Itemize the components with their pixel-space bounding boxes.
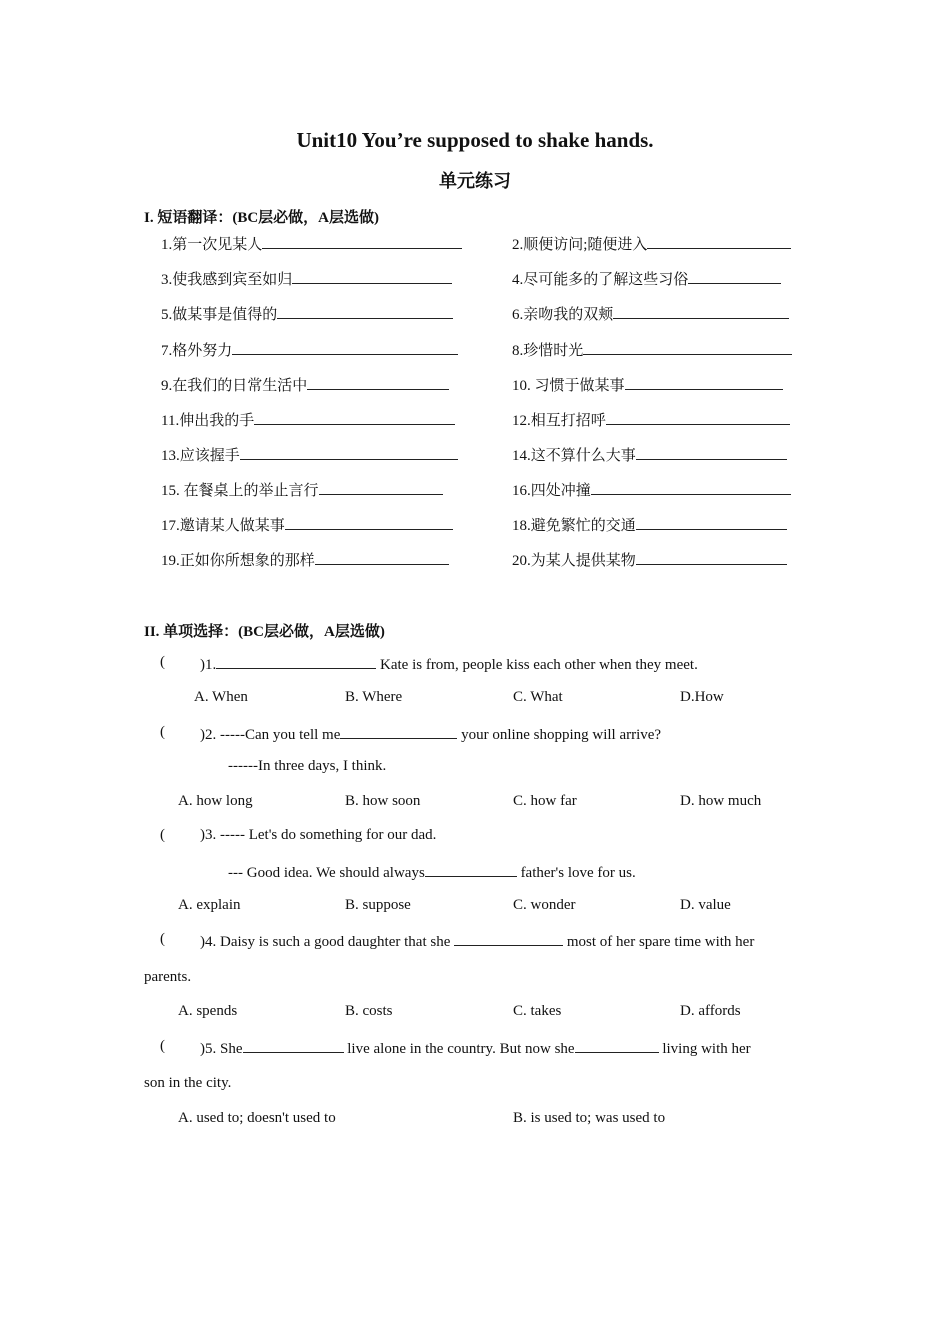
question-text: )2. -----Can you tell me your online shopping will arrive? [200, 724, 661, 744]
phrase-item: 11.伸出我的手 [161, 409, 455, 430]
question-text: )1. Kate is from, people kiss each other when they meet. [200, 654, 698, 674]
phrase-item: 2.顺便访问;随便进入 [512, 233, 791, 254]
answer-line [285, 514, 453, 530]
phrase-item: 6.亲吻我的双颊 [512, 303, 789, 324]
phrase-row [0, 303, 950, 327]
option-d: D.How [680, 689, 724, 705]
phrase-item: 5.做某事是值得的 [161, 303, 453, 324]
phrase-item: 16.四处冲撞 [512, 479, 791, 500]
phrase-item: 19.正如你所想象的那样 [161, 549, 449, 570]
question-continuation: parents. [144, 969, 192, 985]
option-b: B. costs [345, 1003, 393, 1019]
phrase-row [0, 339, 950, 363]
phrase-item: 8.珍惜时光 [512, 339, 792, 360]
phrase-item: 4.尽可能多的了解这些习俗 [512, 268, 781, 289]
answer-line [277, 303, 453, 319]
phrase-item: 14.这不算什么大事 [512, 444, 787, 465]
answer-line [292, 268, 452, 284]
answer-paren: ( [160, 1038, 165, 1054]
answer-paren: ( [160, 931, 165, 947]
answer-line [636, 549, 787, 565]
answer-line [636, 514, 787, 530]
answer-line [262, 233, 462, 249]
blank-line [340, 724, 457, 739]
option-c: C. wonder [513, 897, 576, 913]
option-d: D. value [680, 897, 731, 913]
option-c: C. What [513, 689, 563, 705]
phrase-row [0, 514, 950, 538]
page-subtitle: 单元练习 [439, 171, 511, 191]
phrase-item: 12.相互打招呼 [512, 409, 790, 430]
answer-line [319, 479, 443, 495]
option-d: D. affords [680, 1003, 741, 1019]
phrase-item: 13.应该握手 [161, 444, 458, 465]
reply-text: ------In three days, I think. [228, 758, 387, 774]
phrase-item: 10. 习惯于做某事 [512, 374, 783, 395]
phrase-item: 9.在我们的日常生活中 [161, 374, 449, 395]
question-continuation: son in the city. [144, 1075, 232, 1091]
reply-text: --- Good idea. We should always father's love for us. [228, 862, 636, 882]
phrase-item: 20.为某人提供某物 [512, 549, 787, 570]
answer-line [636, 444, 787, 460]
answer-line [613, 303, 789, 319]
option-c: C. how far [513, 793, 577, 809]
question-text: )3. ----- Let's do something for our dad. [200, 827, 437, 843]
option-a: A. how long [178, 793, 253, 809]
phrase-row [0, 409, 950, 433]
question-text: )4. Daisy is such a good daughter that she most of her spare time with her [200, 931, 754, 951]
option-a: A. spends [178, 1003, 238, 1019]
option-d: D. how much [680, 793, 762, 809]
phrase-row [0, 549, 950, 573]
option-b: B. suppose [345, 897, 411, 913]
phrase-item: 18.避免繁忙的交通 [512, 514, 787, 535]
phrase-row [0, 479, 950, 503]
phrase-row [0, 268, 950, 292]
answer-paren: ( [160, 654, 165, 670]
blank-line [575, 1038, 659, 1053]
answer-line [254, 409, 455, 425]
phrase-item: 15. 在餐桌上的举止言行 [161, 479, 443, 500]
answer-paren: ( [160, 724, 165, 740]
answer-line [240, 444, 458, 460]
phrase-row [0, 374, 950, 398]
answer-line [625, 374, 783, 390]
answer-line [232, 339, 458, 355]
phrase-row [0, 233, 950, 257]
answer-line [647, 233, 791, 249]
blank-line [243, 1038, 344, 1053]
option-c: C. takes [513, 1003, 562, 1019]
answer-paren: ( [160, 827, 165, 843]
phrase-row [0, 444, 950, 468]
section-2-heading: II. 单项选择：(BC层必做，A层选做) [144, 624, 385, 640]
section-1-heading: I. 短语翻译：(BC层必做，A层选做) [144, 210, 379, 226]
phrase-item: 3.使我感到宾至如归 [161, 268, 452, 289]
answer-line [315, 549, 449, 565]
option-b: B. is used to; was used to [513, 1110, 666, 1126]
question-text: )5. She live alone in the country. But now she living with her [200, 1038, 751, 1058]
page-title: Unit10 You’re supposed to shake hands. [296, 128, 654, 152]
answer-line [583, 339, 792, 355]
blank-line [425, 862, 517, 877]
option-a: A. used to; doesn't used to [178, 1110, 336, 1126]
blank-line [454, 931, 563, 946]
answer-line [688, 268, 781, 284]
phrase-item: 1.第一次见某人 [161, 233, 462, 254]
option-a: A. explain [178, 897, 241, 913]
answer-line [606, 409, 790, 425]
blank-line [216, 654, 376, 669]
option-b: B. how soon [345, 793, 421, 809]
option-b: B. Where [345, 689, 403, 705]
phrase-item: 7.格外努力 [161, 339, 458, 360]
phrase-item: 17.邀请某人做某事 [161, 514, 453, 535]
answer-line [307, 374, 449, 390]
option-a: A. When [194, 689, 248, 705]
answer-line [591, 479, 791, 495]
